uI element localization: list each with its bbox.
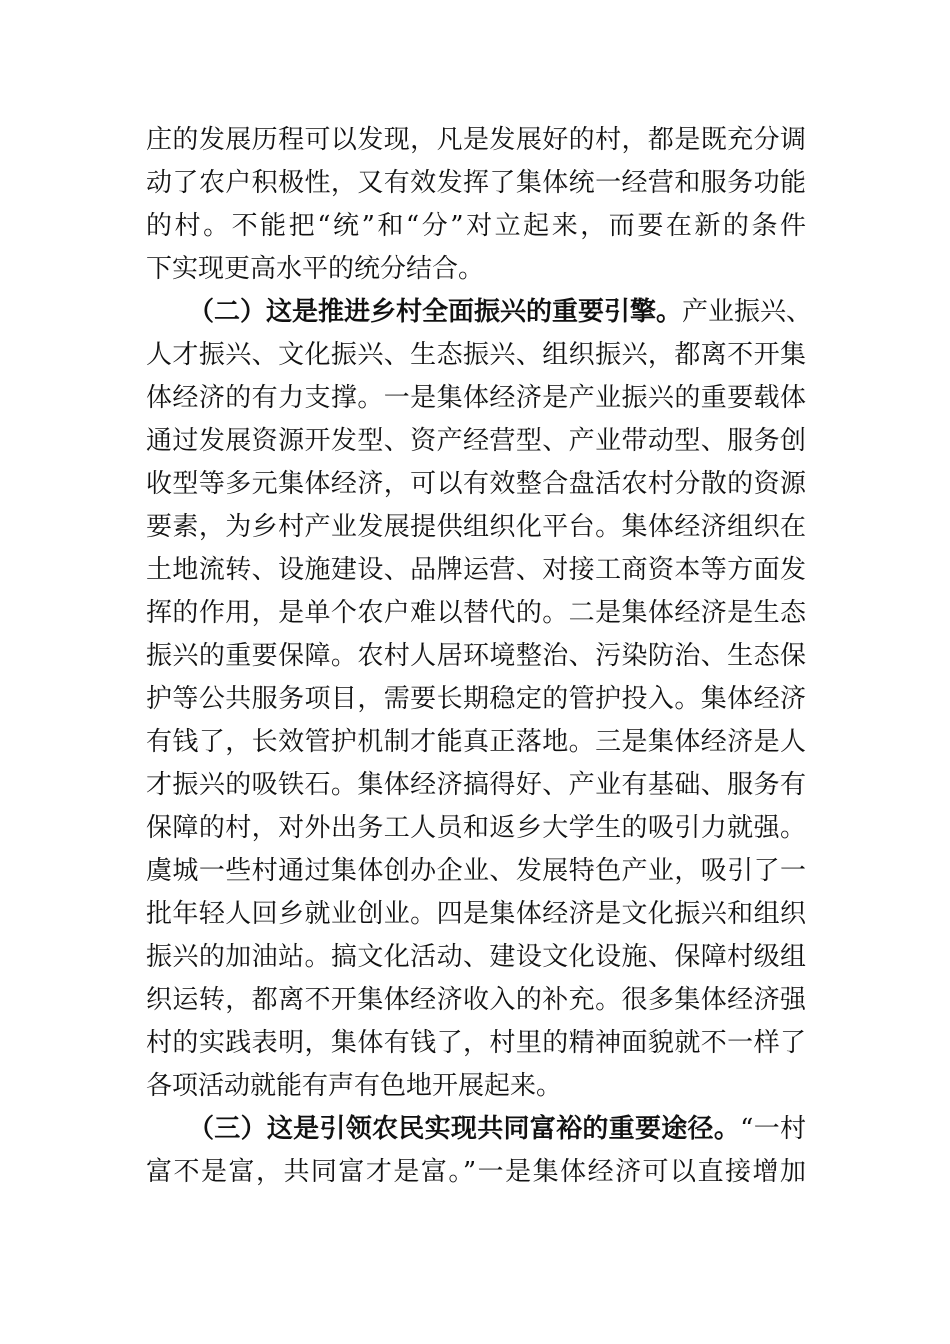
section-heading: （三）这是引领农民实现共同富裕的重要途径。 — [188, 1114, 741, 1144]
text-line: 庄的发展历程可以发现，凡是发展好的村，都是既充分调 — [146, 125, 806, 155]
text-line: 土地流转、设施建设、品牌运营、对接工商资本等方面发 — [146, 555, 806, 585]
text-line: 人才振兴、文化振兴、生态振兴、组织振兴，都离不开集 — [146, 340, 806, 370]
text-line: 有钱了，长效管护机制才能真正落地。三是集体经济是人 — [146, 727, 806, 757]
text-line: 保障的村，对外出务工人员和返乡大学生的吸引力就强。 — [146, 813, 806, 843]
text-line: 织运转，都离不开集体经济收入的补充。很多集体经济强 — [146, 985, 806, 1015]
text-line: 护等公共服务项目，需要长期稳定的管护投入。集体经济 — [146, 684, 806, 714]
text-line: 富不是富，共同富才是富。”一是集体经济可以直接增加 — [146, 1157, 806, 1187]
text-line: 通过发展资源开发型、资产经营型、产业带动型、服务创 — [146, 426, 806, 456]
text-line: 要素，为乡村产业发展提供组织化平台。集体经济组织在 — [146, 512, 806, 542]
text-line: 村的实践表明，集体有钱了，村里的精神面貌就不一样了 — [146, 1028, 806, 1058]
text-line: 才振兴的吸铁石。集体经济搞得好、产业有基础、服务有 — [146, 770, 806, 800]
text-line: 振兴的重要保障。农村人居环境整治、污染防治、生态保 — [146, 641, 806, 671]
text-line: 收型等多元集体经济，可以有效整合盘活农村分散的资源 — [146, 469, 806, 499]
text-line: 批年轻人回乡就业创业。四是集体经济是文化振兴和组织 — [146, 899, 806, 929]
text-line: 的村。不能把“统”和“分”对立起来，而要在新的条件 — [146, 211, 806, 241]
section-heading-line — [188, 1109, 806, 1149]
text-run: “一村 — [740, 1114, 806, 1144]
section-heading: （二）这是推进乡村全面振兴的重要引擎。 — [188, 297, 683, 327]
text-line: 体经济的有力支撑。一是集体经济是产业振兴的重要载体 — [146, 383, 806, 413]
section-heading-line — [188, 292, 813, 332]
text-line: 振兴的加油站。搞文化活动、建设文化设施、保障村级组 — [146, 942, 806, 972]
text-line: 下实现更高水平的统分结合。 — [146, 254, 485, 284]
text-line: 虞城一些村通过集体创办企业、发展特色产业，吸引了一 — [146, 856, 806, 886]
text-run: 产业振兴、 — [682, 297, 813, 327]
text-line: 动了农户积极性，又有效发挥了集体统一经营和服务功能 — [146, 168, 806, 198]
text-line: 挥的作用，是单个农户难以替代的。二是集体经济是生态 — [146, 598, 806, 628]
text-line: 各项活动就能有声有色地开展起来。 — [146, 1071, 563, 1101]
